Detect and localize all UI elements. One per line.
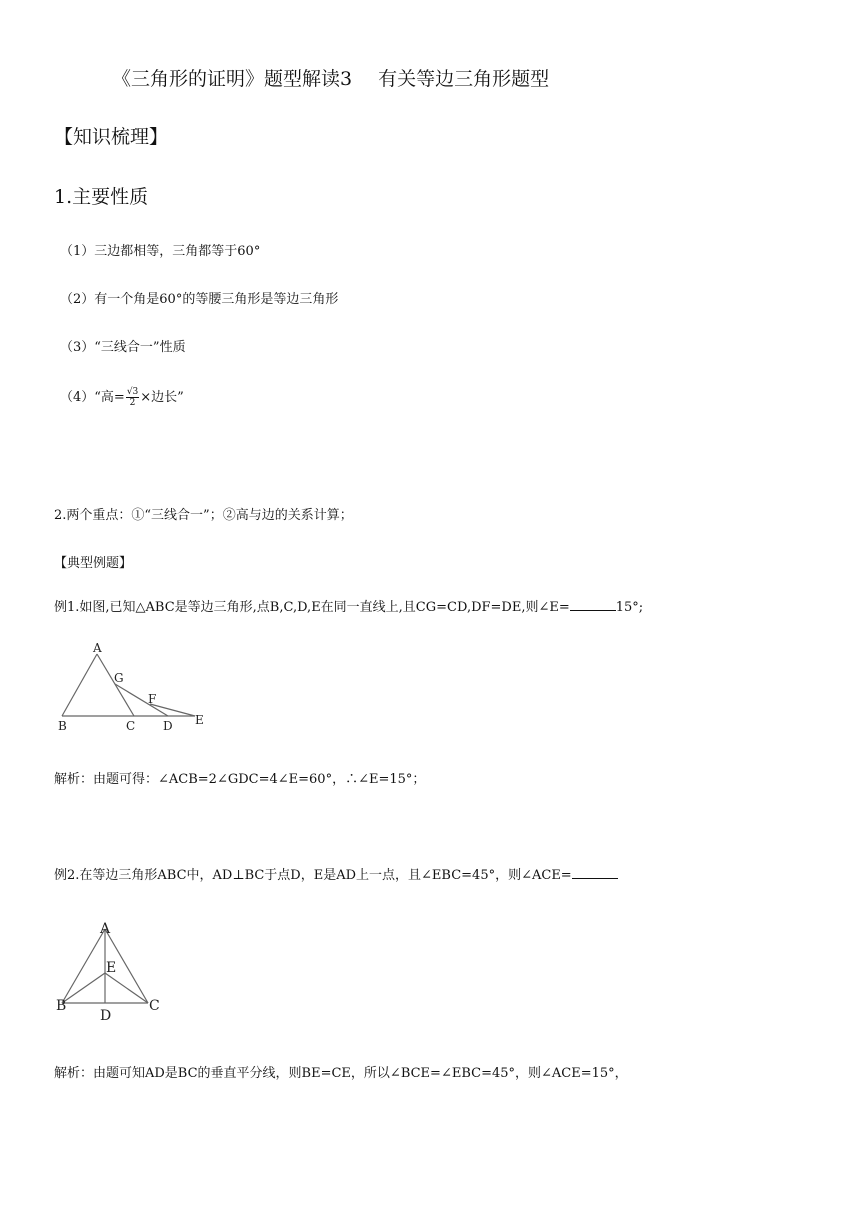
page-title bbox=[112, 64, 549, 91]
label-b: B bbox=[56, 998, 67, 1014]
property-item-4-suffix: ×边长” bbox=[140, 390, 184, 405]
example1-answer: 15°; bbox=[615, 600, 644, 615]
label-f: F bbox=[148, 692, 157, 706]
segment-be bbox=[62, 973, 105, 1003]
fraction-numerator: √3 bbox=[126, 387, 139, 397]
example1-question bbox=[54, 596, 643, 615]
segment-ab bbox=[62, 929, 105, 1003]
examples-heading: 【典型例题】 bbox=[54, 556, 133, 571]
sqrt3-over-2-fraction bbox=[126, 387, 139, 408]
title-part2: 有关等边三角形题型 bbox=[378, 68, 550, 90]
label-a: A bbox=[100, 921, 111, 937]
property-item-3: （3）“三线合一”性质 bbox=[60, 340, 186, 355]
example2-analysis: 解析：由题可知AD是BC的垂直平分线，则BE=CE，所以∠BCE=∠EBC=45°，则∠ACE=15°， bbox=[54, 1066, 628, 1081]
segment-gd bbox=[115, 684, 168, 716]
label-e: E bbox=[195, 713, 204, 727]
section2-text: 2.两个重点：①“三线合一”；②高与边的关系计算； bbox=[54, 508, 353, 523]
title-part1: 《三角形的证明》题型解读3 bbox=[112, 68, 353, 90]
property-item-2: （2）有一个角是60°的等腰三角形是等边三角形 bbox=[60, 292, 339, 307]
example2-question bbox=[54, 864, 618, 883]
example1-figure bbox=[50, 640, 220, 740]
label-c: C bbox=[126, 719, 136, 733]
section1-heading: 1.主要性质 bbox=[54, 186, 149, 208]
property-item-4 bbox=[60, 386, 184, 408]
example1-analysis: 解析：由题可得：∠ACB=2∠GDC=4∠E=60°，∴∠E=15°； bbox=[54, 772, 426, 787]
example1-question-text: 例1.如图,已知△ABC是等边三角形,点B,C,D,E在同一直线上,且CG=CD,DF=DE,则∠E= bbox=[54, 600, 570, 615]
label-a: A bbox=[93, 641, 102, 655]
segment-ce bbox=[105, 973, 148, 1003]
property-item-1: （1）三边都相等，三角都等于60° bbox=[60, 244, 261, 259]
segment-ab bbox=[62, 654, 97, 716]
example2-figure bbox=[50, 915, 170, 1025]
label-c: C bbox=[149, 998, 160, 1014]
label-g: G bbox=[114, 671, 124, 685]
property-item-4-prefix: （4）“高= bbox=[60, 390, 125, 405]
label-d: D bbox=[100, 1008, 112, 1024]
segment-fe bbox=[150, 704, 195, 716]
label-d: D bbox=[163, 719, 173, 733]
label-b: B bbox=[58, 719, 67, 733]
knowledge-heading: 【知识梳理】 bbox=[54, 126, 169, 148]
label-e: E bbox=[106, 960, 117, 976]
example2-question-text: 例2.在等边三角形ABC中，AD⊥BC于点D，E是AD上一点，且∠EBC=45°，则∠ACE= bbox=[54, 868, 572, 883]
answer-blank bbox=[570, 598, 616, 611]
fraction-denominator: 2 bbox=[129, 398, 136, 408]
answer-blank-2 bbox=[572, 866, 618, 879]
